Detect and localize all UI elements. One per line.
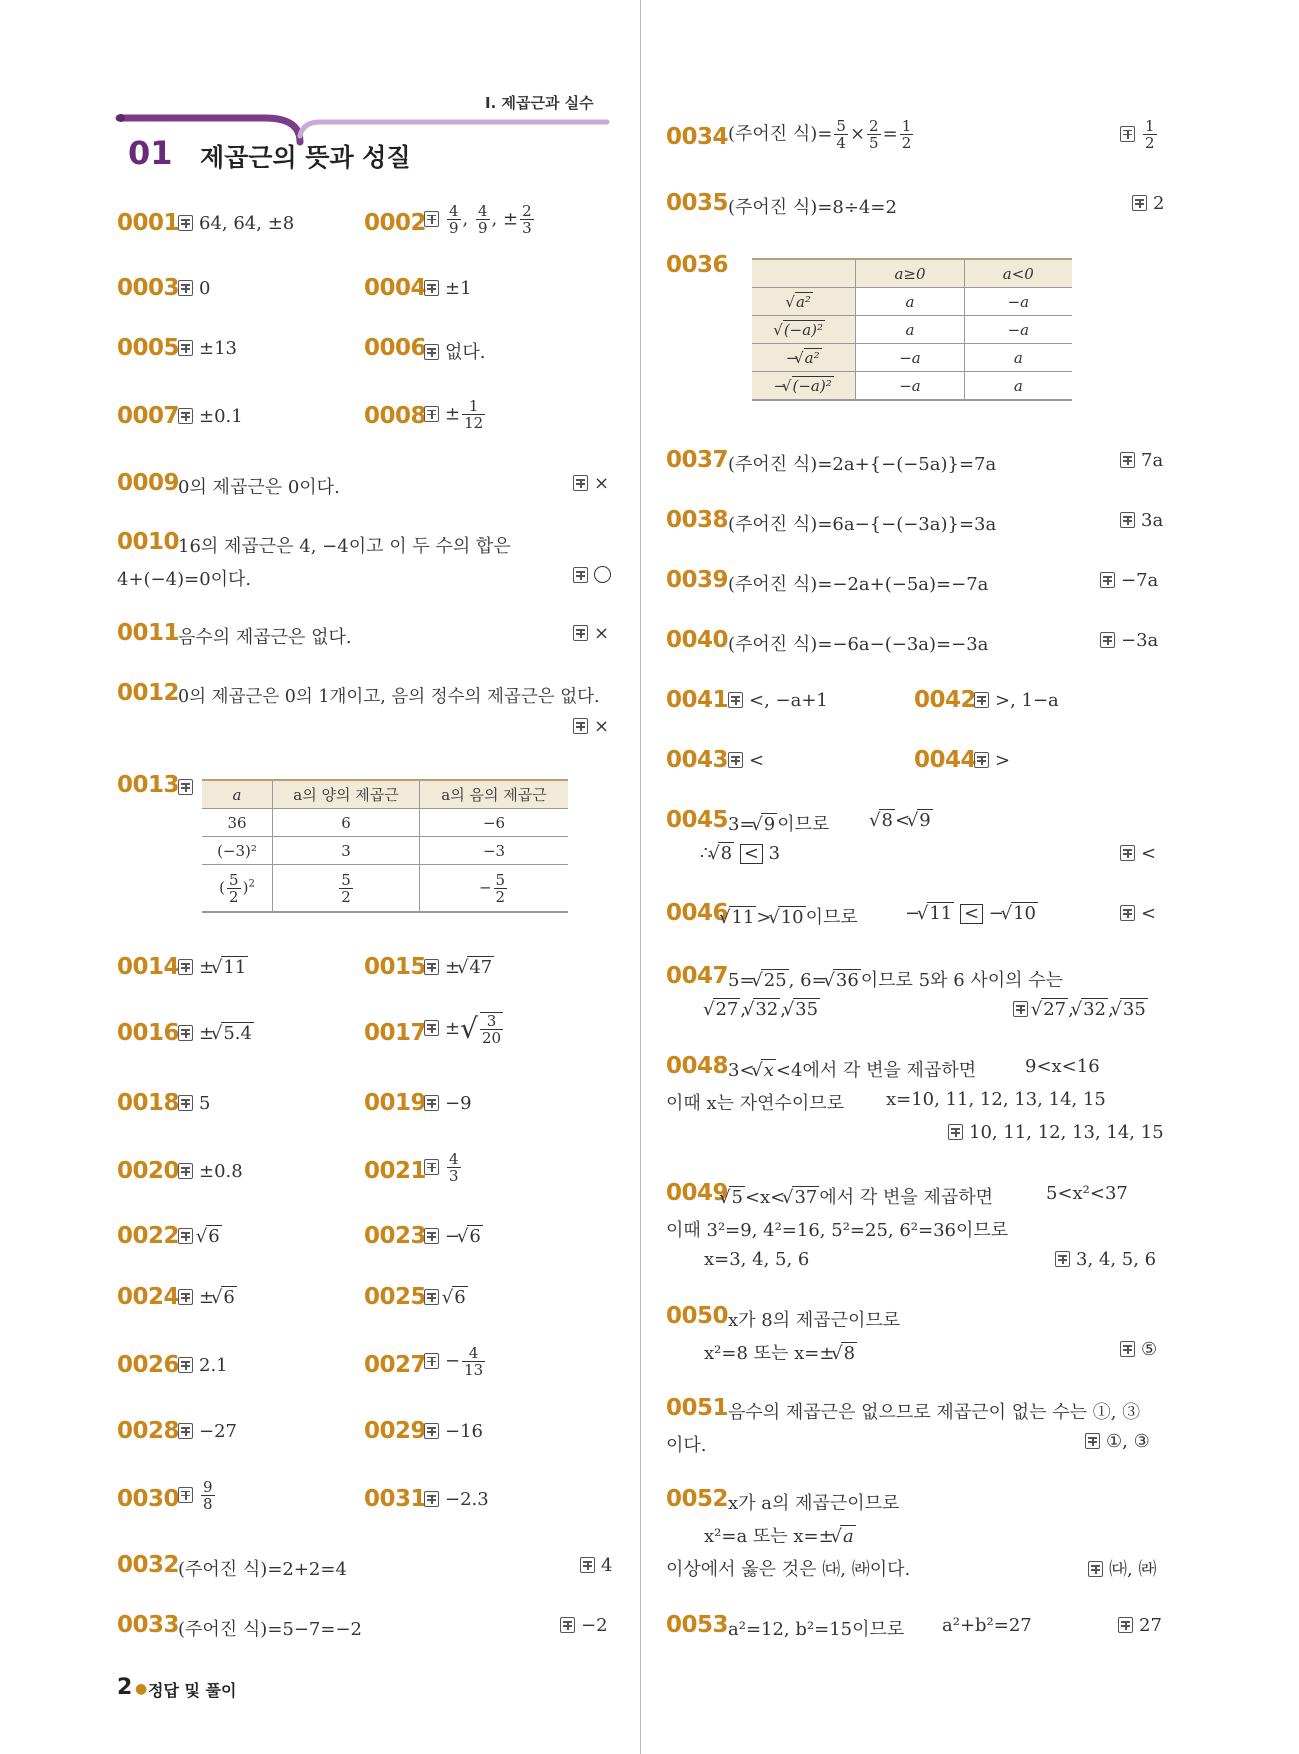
answer: ±0.1	[178, 406, 243, 427]
problem-number: 0013	[117, 772, 180, 798]
problem-number: 0017	[364, 1020, 427, 1046]
answer-mark-icon	[424, 1095, 439, 1111]
solution-text: 이상에서 옳은 것은 ㈐, ㈑이다.	[666, 1559, 911, 1580]
answer-mark-icon	[424, 1423, 439, 1439]
answer-mark-icon	[974, 692, 989, 708]
problem-number: 0021	[364, 1158, 427, 1184]
problem-number: 0012	[117, 680, 180, 706]
solution-text: (주어진 식)=6a−{−(−3a)}=3a	[728, 514, 997, 535]
answer-mark-icon	[424, 280, 439, 296]
answer-mark-icon	[424, 1289, 439, 1305]
problem-number: 0025	[364, 1284, 427, 1310]
problem-number: 0030	[117, 1486, 180, 1512]
answer-mark-icon	[178, 1289, 193, 1305]
answer: <	[728, 750, 764, 771]
problem-number: 0049	[666, 1180, 729, 1206]
table-row: − √ a² −a a	[752, 344, 1072, 372]
problem-number: 0018	[117, 1090, 180, 1116]
answer: 3, 4, 5, 6	[1055, 1249, 1156, 1270]
solution-text: 9<x<16	[1025, 1056, 1100, 1077]
answer: 27	[1118, 1615, 1162, 1636]
solution-text: 5= √ 25 , 6= √ 36 이므로 5와 6 사이의 수는	[728, 966, 1063, 992]
solution-text: 3= √ 9 이므로	[728, 810, 829, 836]
table-header: a	[202, 780, 273, 809]
answer: $\frac{1}{2}$	[1120, 118, 1159, 151]
problem-number: 0005	[117, 335, 180, 361]
problem-number: 0050	[666, 1303, 729, 1329]
answer-mark-icon	[178, 340, 193, 356]
answer-mark-icon	[178, 1095, 193, 1111]
answer-mark-icon	[948, 1124, 963, 1140]
answer: 3a	[1120, 510, 1163, 531]
problem-number: 0019	[364, 1090, 427, 1116]
problem-number: 0002	[364, 210, 427, 236]
solution-text: − √ 11 < − √ 10	[905, 903, 1038, 924]
problem-number: 0006	[364, 335, 427, 361]
answer: −2.3	[424, 1489, 489, 1510]
problem-number: 0047	[666, 963, 729, 989]
solution-text: 3< √ x <4에서 각 변을 제곱하면	[728, 1056, 976, 1082]
solution-text: 16의 제곱근은 4, −4이고 이 두 수의 합은	[178, 536, 511, 557]
solution-text: √ 27 , √ 32 , √ 35	[712, 999, 820, 1020]
square-root-table	[202, 779, 568, 913]
problem-number: 0008	[364, 403, 427, 429]
problem-number: 0001	[117, 210, 180, 236]
answer: $\frac{4}{9}$ , $\frac{4}{9}$ , ± $\frac{2}{3}$	[424, 203, 536, 236]
problem-number: 0026	[117, 1352, 180, 1378]
problem-number: 0039	[666, 567, 729, 593]
answer-mark-icon	[424, 1228, 439, 1244]
answer: 4	[580, 1555, 612, 1576]
answer-mark-icon	[1120, 1341, 1135, 1357]
problem-number: 0052	[666, 1486, 729, 1512]
answer-mark-icon	[573, 718, 588, 734]
answer: −2	[560, 1615, 608, 1636]
solution-text: 이때 3²=9, 4²=16, 5²=25, 6²=36이므로	[666, 1220, 1009, 1241]
solution-text: x=10, 11, 12, 13, 14, 15	[886, 1089, 1106, 1110]
answer: − √ 6	[424, 1226, 483, 1247]
answer-mark-icon	[560, 1617, 575, 1633]
problem-number: 0031	[364, 1486, 427, 1512]
table-header: a≥0	[856, 259, 964, 288]
answer: √ 6	[424, 1287, 468, 1308]
page-number: 2	[117, 1675, 133, 1700]
solution-text: √ 5 <x< √ 37 에서 각 변을 제곱하면	[728, 1183, 993, 1209]
table-row: − √ (−a)² −a a	[752, 372, 1072, 401]
problem-number: 0014	[117, 954, 180, 980]
footer-label: 정답 및 풀이	[148, 1681, 237, 1700]
solution-text: 이때 x는 자연수이므로	[666, 1093, 845, 1114]
solution-text: 0의 제곱근은 0의 1개이고, 음의 정수의 제곱근은 없다.	[178, 687, 600, 707]
solution-text: x=3, 4, 5, 6	[704, 1249, 810, 1270]
answer: √ 6	[178, 1226, 222, 1247]
answer: 7a	[1120, 450, 1163, 471]
table-header: a의 양의 제곱근	[273, 780, 420, 809]
solution-text: 0의 제곱근은 0이다.	[178, 477, 340, 498]
answer: 10, 11, 12, 13, 14, 15	[948, 1122, 1164, 1143]
answer-mark-icon	[1120, 126, 1135, 142]
answer-mark-icon	[1055, 1251, 1070, 1267]
answer-mark-icon	[573, 567, 588, 583]
answer: ± √ 47	[424, 957, 494, 978]
chapter-label: Ⅰ. 제곱근과 실수	[485, 94, 594, 112]
problem-number: 0042	[914, 687, 977, 713]
solution-text: √ 8 < √ 9	[878, 810, 933, 831]
problem-number: 0022	[117, 1223, 180, 1249]
problem-number: 0046	[666, 900, 729, 926]
problem-number: 0007	[117, 403, 180, 429]
problem-number: 0034	[666, 124, 729, 150]
answer: 2	[1132, 193, 1164, 214]
answer: −16	[424, 1421, 483, 1442]
answer-mark-icon	[1088, 1561, 1103, 1577]
problem-number: 0003	[117, 275, 180, 301]
table-row: √ a² a −a	[752, 288, 1072, 316]
answer: ×	[573, 623, 609, 644]
answer-mark-icon	[178, 408, 193, 424]
answer-mark-icon	[178, 1025, 193, 1041]
answer: 2.1	[178, 1355, 228, 1376]
problem-number: 0040	[666, 627, 729, 653]
problem-number: 0011	[117, 620, 180, 646]
solution-text: a²=12, b²=15이므로	[728, 1619, 905, 1640]
bullet-dot-icon: ●	[135, 1681, 148, 1697]
answer-mark-icon	[580, 1557, 595, 1573]
problem-number: 0010	[117, 529, 180, 555]
answer: 없다.	[424, 338, 486, 364]
circle-mark-icon	[594, 566, 611, 583]
solution-text: (주어진 식)=−6a−(−3a)=−3a	[728, 634, 989, 655]
solution-text: x가 a의 제곱근이므로	[728, 1493, 900, 1514]
answer-mark-icon	[424, 1020, 439, 1036]
table-header: a<0	[964, 259, 1072, 288]
problem-number: 0004	[364, 275, 427, 301]
problem-number: 0037	[666, 447, 729, 473]
absolute-value-table	[752, 258, 1072, 401]
answer: ×	[573, 716, 609, 737]
answer-mark-icon	[1100, 572, 1115, 588]
answer-mark-icon	[178, 1423, 193, 1439]
answer: <	[1120, 903, 1156, 924]
solution-text: (주어진 식)=5−7=−2	[178, 1619, 363, 1640]
solution-text: a²+b²=27	[942, 1615, 1032, 1636]
problem-number: 0033	[117, 1612, 180, 1638]
answer-mark-icon	[1120, 452, 1135, 468]
answer: ± √ 6	[178, 1287, 237, 1308]
answer-mark-icon	[573, 625, 588, 641]
answer-mark-icon	[573, 475, 588, 491]
solution-text: (주어진 식)=2+2=4	[178, 1559, 347, 1580]
answer: ㈐, ㈑	[1088, 1555, 1156, 1581]
table-row: (−3)² 3 −3	[202, 837, 568, 865]
answer: $\frac{9}{8}$	[178, 1479, 217, 1512]
answer-mark-icon	[1120, 512, 1135, 528]
answer: 5	[178, 1093, 210, 1114]
solution-text: 음수의 제곱근은 없다.	[178, 627, 352, 648]
problem-number: 0035	[666, 190, 729, 216]
answer-mark-icon	[178, 280, 193, 296]
problem-number: 0023	[364, 1223, 427, 1249]
problem-number: 0043	[666, 747, 729, 773]
answer: <, −a+1	[728, 690, 828, 711]
answer: −9	[424, 1093, 472, 1114]
answer-mark-icon	[1100, 632, 1115, 648]
answer-mark-icon	[424, 406, 439, 422]
table-row: 36 6 −6	[202, 809, 568, 837]
answer: −27	[178, 1421, 237, 1442]
problem-number: 0027	[364, 1352, 427, 1378]
table-row: ( $\frac{5}{2}$ )$^2$ $\frac{5}{2}$ − $\frac{5}{2}$	[202, 865, 568, 913]
answer: ± $\frac{1}{12}$	[424, 398, 487, 431]
problem-number: 0009	[117, 470, 180, 496]
answer-mark-icon	[178, 1487, 193, 1503]
problem-number: 0048	[666, 1053, 729, 1079]
section-number: 01	[128, 134, 173, 172]
answer-mark-icon	[424, 344, 439, 360]
answer: ⑤	[1120, 1339, 1157, 1360]
solution-text: x²=a 또는 x=± √ a	[704, 1522, 856, 1548]
solution-text: 이다.	[666, 1435, 707, 1456]
problem-number: 0044	[914, 747, 977, 773]
answer-mark-icon	[178, 1163, 193, 1179]
problem-number: 0029	[364, 1418, 427, 1444]
solution-text: (주어진 식)=−2a+(−5a)=−7a	[728, 574, 989, 595]
answer-mark-icon	[178, 959, 193, 975]
answer: −7a	[1100, 570, 1158, 591]
answer-mark-icon	[178, 779, 193, 795]
answer-mark-icon	[178, 215, 193, 231]
answer: ±13	[178, 338, 237, 359]
answer: 64, 64, ±8	[178, 213, 294, 234]
answer-mark-icon	[974, 752, 989, 768]
answer: ±0.8	[178, 1161, 243, 1182]
answer: ± √ 11	[178, 957, 248, 978]
table-header: a의 음의 제곱근	[420, 780, 569, 809]
answer: 0	[178, 278, 210, 299]
solution-text: x²=8 또는 x=± √ 8	[704, 1339, 857, 1365]
answer-mark-icon	[1085, 1433, 1100, 1449]
column-divider	[640, 0, 641, 1754]
problem-number: 0041	[666, 687, 729, 713]
problem-number: 0032	[117, 1552, 180, 1578]
solution-text: √ 11 > √ 10 이므로	[728, 903, 858, 929]
solution-text: (주어진 식)= $\frac{5}{4}$ × $\frac{2}{5}$ = $\frac{1}{2}$	[728, 117, 912, 152]
answer: $\frac{4}{3}$	[424, 1151, 463, 1184]
answer: ± √ 5.4	[178, 1023, 254, 1044]
answer	[573, 565, 611, 586]
table-row: √ (−a)² a −a	[752, 316, 1072, 344]
problem-number: 0045	[666, 807, 729, 833]
answer-mark-icon	[728, 752, 743, 768]
answer-mark-icon	[178, 1228, 193, 1244]
answer-mark-icon	[1013, 1001, 1028, 1017]
problem-number: 0038	[666, 507, 729, 533]
answer-mark-icon	[424, 959, 439, 975]
problem-number: 0015	[364, 954, 427, 980]
problem-number: 0051	[666, 1395, 729, 1421]
solution-text: 4+(−4)=0이다.	[117, 569, 252, 590]
answer: √ 27 , √ 32 , √ 35	[1013, 999, 1148, 1020]
answer-mark-icon	[1132, 195, 1147, 211]
answer: ±1	[424, 278, 472, 299]
answer-mark-icon	[178, 1357, 193, 1373]
problem-number: 0036	[666, 252, 729, 278]
answer-mark-icon	[1120, 845, 1135, 861]
solution-text: ∴ √ 8 < 3	[700, 843, 780, 864]
solution-text: x가 8의 제곱근이므로	[728, 1310, 901, 1331]
answer-mark-icon	[424, 1159, 439, 1175]
answer: −3a	[1100, 630, 1158, 651]
solution-text: 음수의 제곱근은 없으므로 제곱근이 없는 수는 ①, ③	[728, 1402, 1141, 1423]
answer-mark-icon	[1120, 905, 1135, 921]
answer-mark-icon	[1118, 1617, 1133, 1633]
section-title: 제곱근의 뜻과 성질	[200, 143, 411, 172]
answer-mark-icon	[728, 692, 743, 708]
answer: ×	[573, 473, 609, 494]
answer: >, 1−a	[974, 690, 1059, 711]
solution-text: 5<x²<37	[1046, 1183, 1128, 1204]
answer: >	[974, 750, 1010, 771]
answer: ±√ $\frac{3}{20}$	[424, 1012, 505, 1046]
solution-text: (주어진 식)=2a+{−(−5a)}=7a	[728, 454, 997, 475]
answer: ①, ③	[1085, 1431, 1150, 1452]
answer-mark-icon	[424, 211, 439, 227]
problem-number: 0028	[117, 1418, 180, 1444]
answer-mark-icon	[424, 1491, 439, 1507]
answer: <	[1120, 843, 1156, 864]
problem-number: 0024	[117, 1284, 180, 1310]
problem-number: 0020	[117, 1158, 180, 1184]
problem-number: 0053	[666, 1612, 729, 1638]
answer-mark-icon	[424, 1353, 439, 1369]
problem-number: 0016	[117, 1020, 180, 1046]
solution-text: (주어진 식)=8÷4=2	[728, 197, 897, 218]
answer: − $\frac{4}{13}$	[424, 1345, 487, 1378]
